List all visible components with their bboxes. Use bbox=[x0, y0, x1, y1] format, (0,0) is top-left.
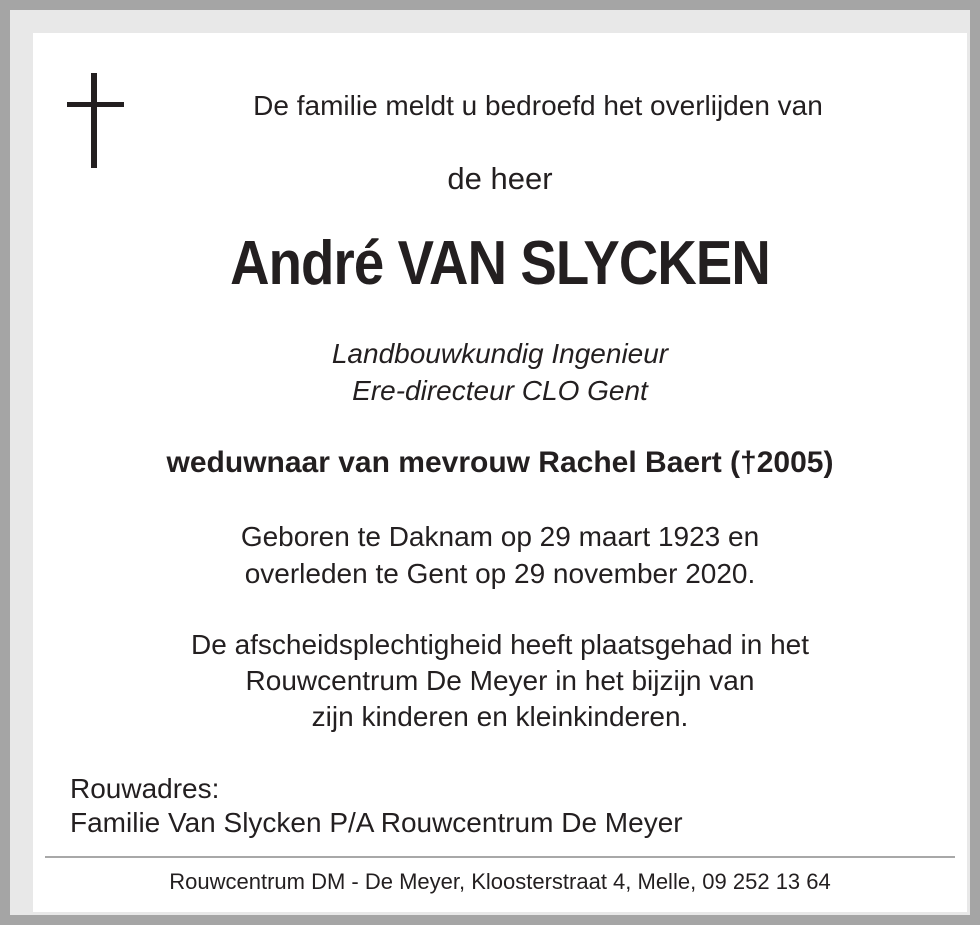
widower-line: weduwnaar van mevrouw Rachel Baert (†2005) bbox=[166, 446, 834, 479]
title-prefix: de heer bbox=[447, 161, 553, 196]
deceased-name: André VAN SLYCKEN bbox=[230, 229, 770, 298]
occupation-line-2: Ere-directeur CLO Gent bbox=[352, 375, 648, 406]
footer-divider bbox=[45, 856, 955, 858]
death-line: overleden te Gent op 29 november 2020. bbox=[244, 558, 756, 589]
funeral-line-3: zijn kinderen en kleinkinderen. bbox=[311, 701, 689, 732]
funeral-line-2: Rouwcentrum De Meyer in het bijzijn van bbox=[245, 665, 755, 696]
intro-text: De familie meldt u bedroefd het overlijden van bbox=[253, 90, 823, 121]
address-label: Rouwadres: bbox=[70, 773, 220, 804]
footer-text: Rouwcentrum DM - De Meyer, Kloosterstraat 4, Melle, 09 252 13 64 bbox=[169, 869, 831, 894]
funeral-line-1: De afscheidsplechtigheid heeft plaatsgehad in het bbox=[191, 629, 809, 660]
birth-line: Geboren te Daknam op 29 maart 1923 en bbox=[240, 521, 760, 552]
outer-frame bbox=[10, 10, 970, 915]
death-notice-card bbox=[33, 33, 967, 912]
address-value: Familie Van Slycken P/A Rouwcentrum De Meyer bbox=[70, 807, 683, 838]
occupation-line-1: Landbouwkundig Ingenieur bbox=[331, 338, 669, 369]
